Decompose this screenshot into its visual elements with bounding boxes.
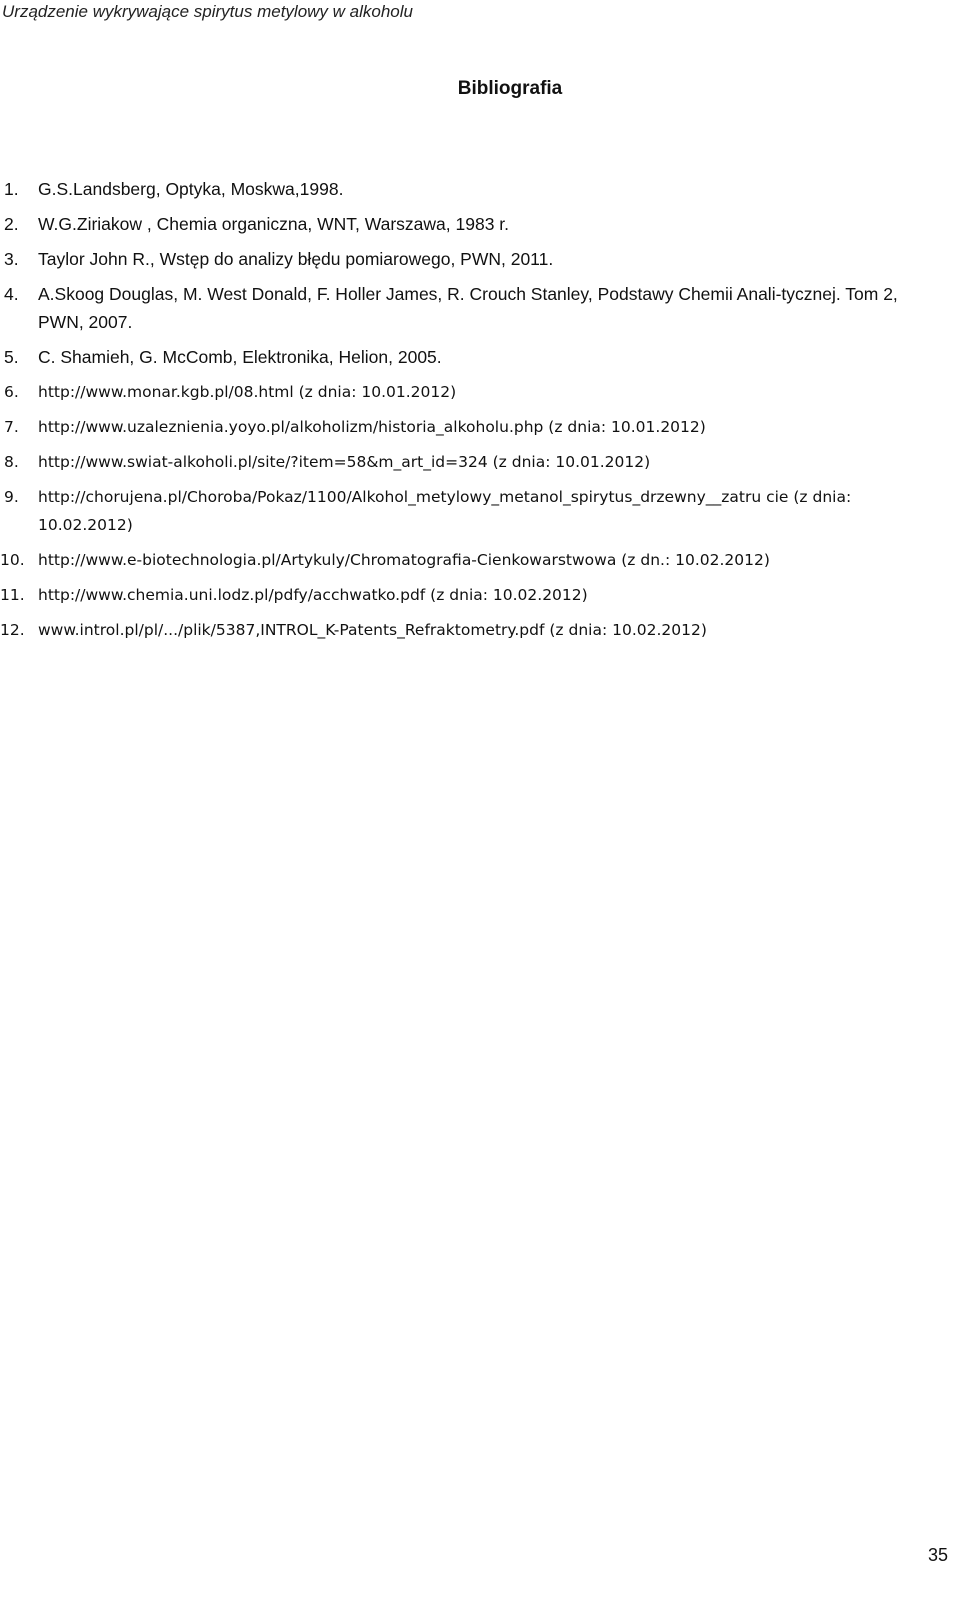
entry-text: http://www.monar.kgb.pl/08.html (z dnia: 10.01.2012) <box>38 383 457 401</box>
bibliography-entry <box>0 413 940 441</box>
entry-text: Taylor John R., Wstęp do analizy błędu pomiarowego, PWN, 2011. <box>38 249 554 269</box>
bibliography-entry <box>0 546 940 574</box>
bibliography-entry <box>0 175 940 203</box>
entry-text: A.Skoog Douglas, M. West Donald, F. Holler James, R. Crouch Stanley, Podstawy Chemii Anali-tycznej. Tom 2, PWN, 2007. <box>38 284 898 332</box>
entry-number: 11. <box>0 586 25 604</box>
entry-number: 10. <box>0 551 25 569</box>
bibliography-entry <box>0 378 940 406</box>
entry-number: 12. <box>0 621 25 639</box>
entry-number: 3. <box>4 249 19 269</box>
entry-number: 1. <box>4 179 19 199</box>
entry-text: www.introl.pl/pl/.../plik/5387,INTROL_K-Patents_Refraktometry.pdf (z dnia: 10.02.2012) <box>38 621 707 639</box>
entry-text: http://chorujena.pl/Choroba/Pokaz/1100/Alkohol_metylowy_metanol_spirytus_drzewny__zatru cie (z dnia: 10.02.2012) <box>38 488 852 534</box>
entry-number: 8. <box>4 453 19 471</box>
bibliography-entry <box>0 448 940 476</box>
bibliography-entry <box>0 483 940 539</box>
entry-text: G.S.Landsberg, Optyka, Moskwa,1998. <box>38 179 344 199</box>
entry-number: 9. <box>4 488 19 506</box>
entry-text: http://www.swiat-alkoholi.pl/site/?item=58&m_art_id=324 (z dnia: 10.01.2012) <box>38 453 651 471</box>
entry-number: 4. <box>4 284 19 304</box>
bibliography-entry <box>0 245 940 273</box>
bibliography-entry <box>0 210 940 238</box>
entry-text: C. Shamieh, G. McComb, Elektronika, Helion, 2005. <box>38 347 442 367</box>
section-title: Bibliografia <box>457 78 563 99</box>
entry-text: http://www.e-biotechnologia.pl/Artykuly/Chromatografia-Cienkowarstwowa (z dn.: 10.02.2012) <box>38 551 770 569</box>
entry-number: 5. <box>4 347 19 367</box>
entry-text: http://www.chemia.uni.lodz.pl/pdfy/acchwatko.pdf (z dnia: 10.02.2012) <box>38 586 588 604</box>
entry-text: http://www.uzaleznienia.yoyo.pl/alkoholizm/historia_alkoholu.php (z dnia: 10.01.2012) <box>38 418 706 436</box>
bibliography-entry <box>0 280 940 336</box>
bibliography-entry <box>0 343 940 371</box>
bibliography-list <box>0 175 940 651</box>
entry-number: 6. <box>4 383 19 401</box>
entry-number: 2. <box>4 214 19 234</box>
entry-number: 7. <box>4 418 19 436</box>
bibliography-entry <box>0 616 940 644</box>
bibliography-entry <box>0 581 940 609</box>
running-header: Urządzenie wykrywające spirytus metylowy w alkoholu <box>2 2 413 21</box>
entry-text: W.G.Ziriakow , Chemia organiczna, WNT, Warszawa, 1983 r. <box>38 214 510 234</box>
page-number: 35 <box>927 1545 948 1565</box>
